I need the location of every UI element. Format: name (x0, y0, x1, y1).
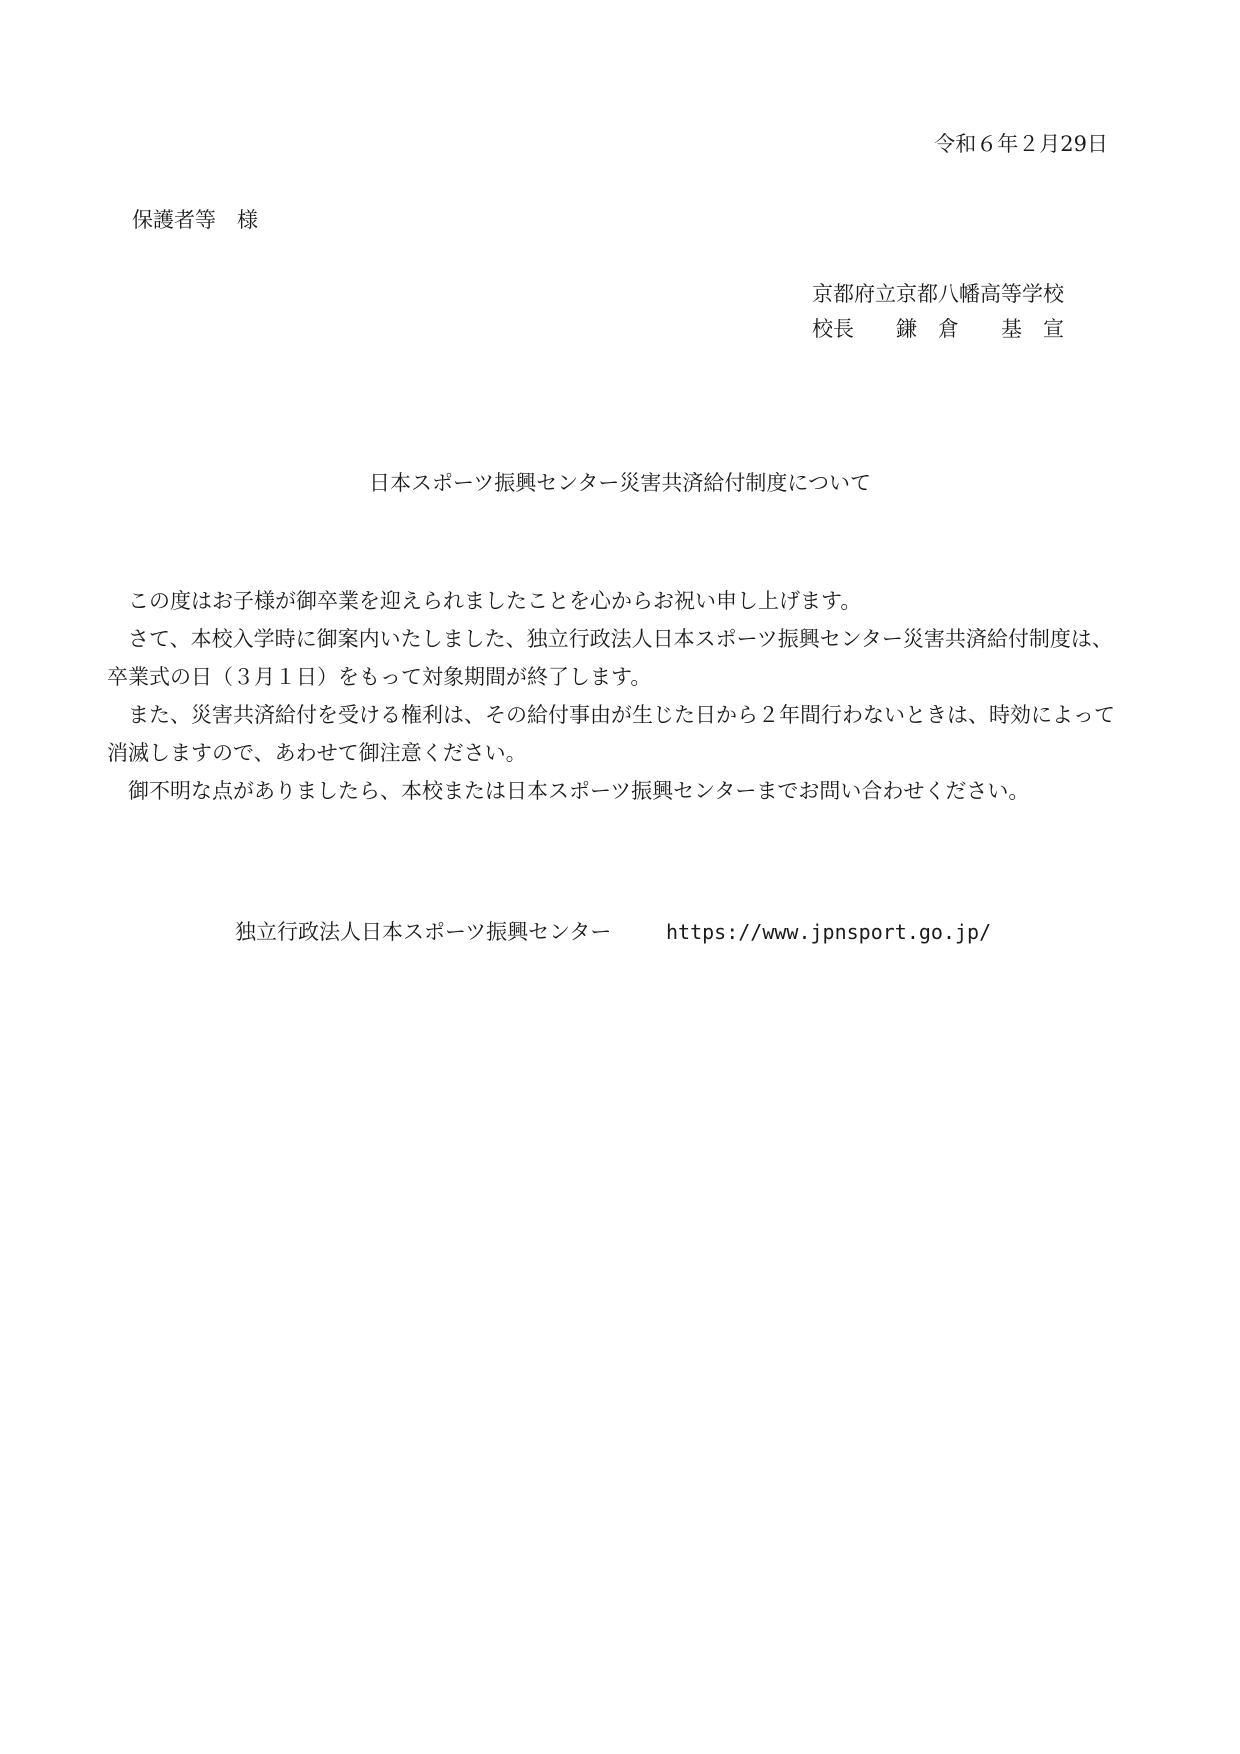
sender-organization: 京都府立京都八幡高等学校 (812, 282, 1064, 306)
paragraph-statute-limitation: また、災害共済給付を受ける権利は、その給付事由が生じた日から２年間行わないときは、時効によって消滅しますので、あわせて御注意ください。 (107, 703, 1115, 765)
recipient: 保護者等 様 (132, 208, 258, 232)
footer-organization: 独立行政法人日本スポーツ振興センター (235, 920, 612, 944)
paragraph-contact: 御不明な点がありましたら、本校または日本スポーツ振興センターまでお問い合わせください。 (128, 779, 1030, 803)
footer-reference (235, 922, 991, 943)
document-body (107, 582, 1127, 810)
paragraph-congratulations: この度はお子様が御卒業を迎えられましたことを心からお祝い申し上げます。 (128, 589, 862, 613)
sender-block (812, 284, 1064, 354)
document-title: 日本スポーツ振興センター災害共済給付制度について (369, 471, 871, 495)
paragraph-coverage-end: さて、本校入学時に御案内いたしました、独立行政法人日本スポーツ振興センター災害共済給付制度は、卒業式の日（３月１日）をもって対象期間が終了します。 (107, 627, 1113, 689)
footer-url-link[interactable]: https://www.jpnsport.go.jp/ (666, 920, 992, 944)
sender-principal: 校長 鎌 倉 基 宣 (812, 317, 1064, 341)
document-date: 令和６年２月29日 (934, 132, 1108, 156)
